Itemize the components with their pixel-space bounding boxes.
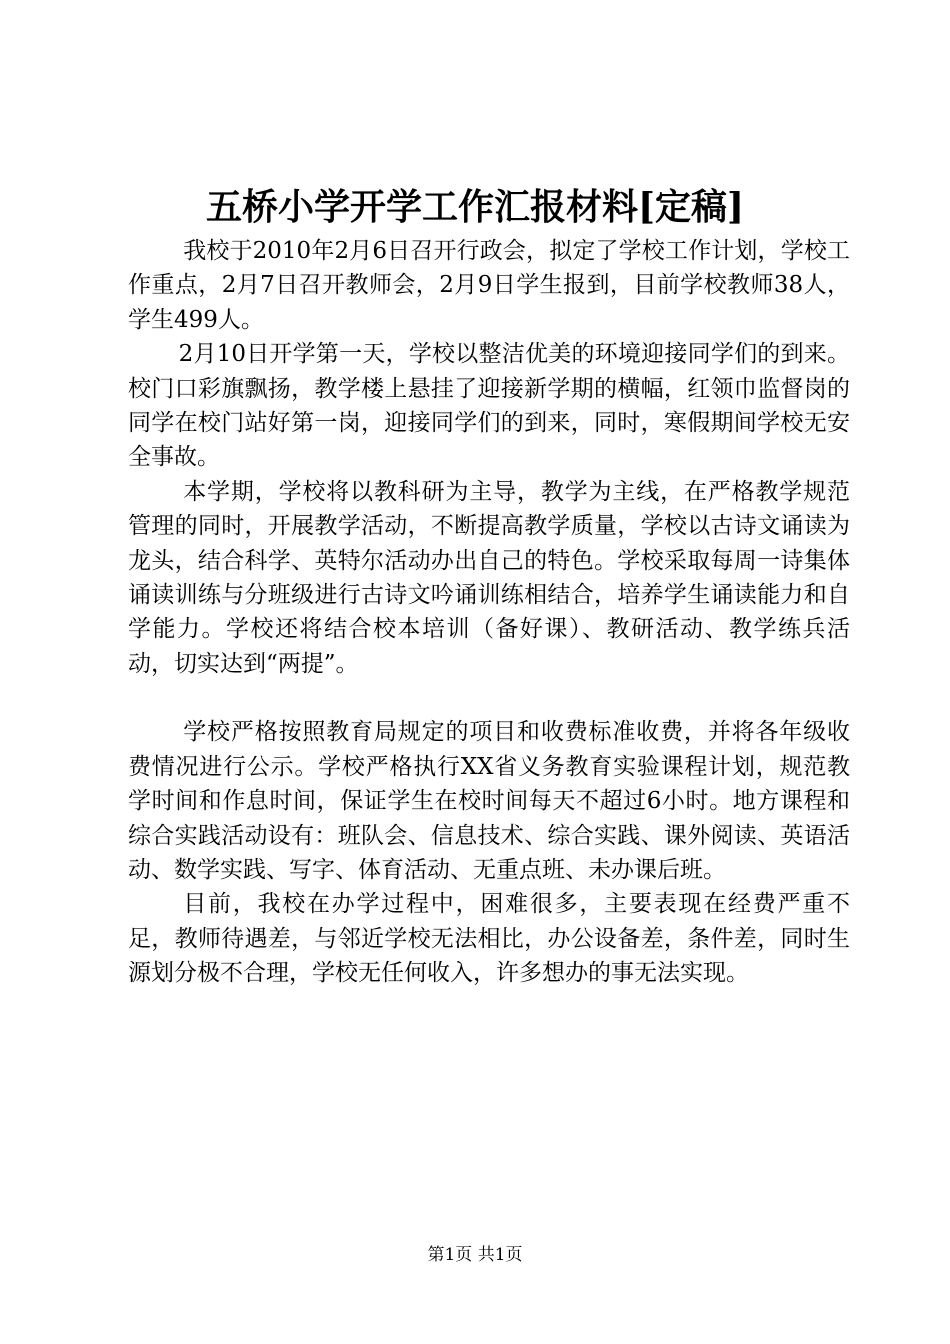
paragraph-spacer — [128, 681, 850, 715]
document-body — [128, 234, 850, 991]
paragraph-1: 我校于2010年2月6日召开行政会，拟定了学校工作计划，学校工作重点，2月7日召开教师会，2月9日学生报到，目前学校教师38人，学生499人。 — [128, 238, 850, 333]
page-number-footer: 第1页 共1页 — [427, 1245, 523, 1265]
paragraph-5: 目前，我校在办学过程中，困难很多，主要表现在经费严重不足，教师待遇差，与邻近学校无法相比，办公设备差，条件差，同时生源划分极不合理，学校无任何收入，许多想办的事无法实现。 — [128, 891, 850, 987]
document-title: 五桥小学开学工作汇报材料[定稿] — [205, 186, 745, 228]
paragraph-4: 学校严格按照教育局规定的项目和收费标准收费，并将各年级收费情况进行公示。学校严格执行XX省义务教育实验课程计划，规范教学时间和作息时间，保证学生在校时间每天不超过6小时。地方课程和综合实践活动设有：班队会、信息技术、综合实践、课外阅读、英语活动、数学实践、写字、体育活动、无重点班、未办课后班。 — [128, 719, 850, 883]
paragraph-3: 本学期，学校将以教科研为主导，教学为主线，在严格教学规范管理的同时，开展教学活动，不断提高教学质量，学校以古诗文诵读为龙头，结合科学、英特尔活动办出自己的特色。学校采取每周一诗集体诵读训练与分班级进行古诗文吟诵训练相结合，培养学生诵读能力和自学能力。学校还将结合校本培训（备好课）、教研活动、教学练兵活动，切实达到“两提”。 — [128, 478, 850, 677]
paragraph-2: 2月10日开学第一天，学校以整洁优美的环境迎接同学们的到来。校门口彩旗飘扬，教学楼上悬挂了迎接新学期的横幅，红领巾监督岗的同学在校门站好第一岗，迎接同学们的到来，同时，寒假期间学校无安全事故。 — [128, 341, 850, 471]
